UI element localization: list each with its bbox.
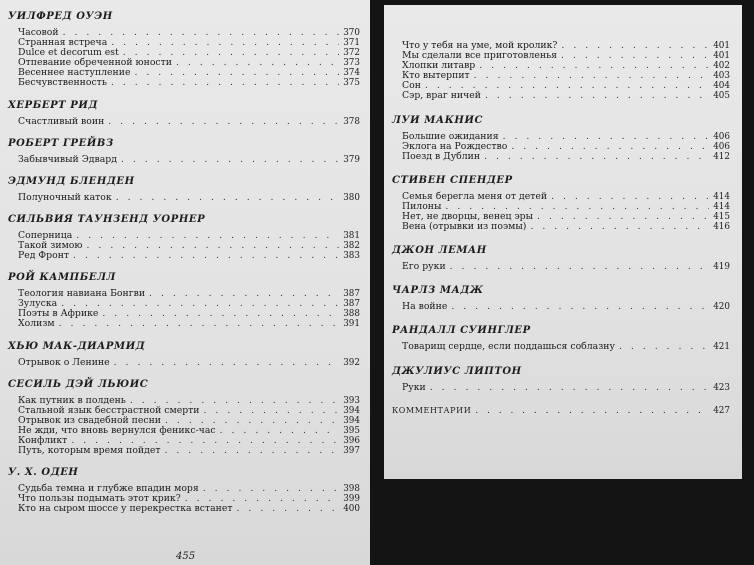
entry-title: Что пользы подымать этот крик?	[18, 493, 181, 505]
toc-section	[392, 285, 730, 312]
toc-entry	[392, 342, 730, 352]
toc-entry	[392, 383, 730, 393]
dot-leader	[164, 446, 339, 456]
entry-title: Ред Фронт	[18, 250, 70, 262]
comments-label: КОММЕНТАРИИ	[392, 405, 472, 415]
entry-page: 395	[343, 425, 360, 436]
entry-page: 371	[343, 38, 360, 49]
entry-page: 419	[713, 262, 730, 273]
dot-leader	[111, 38, 339, 48]
dot-leader	[503, 132, 710, 142]
entry-title: Кто вытерпит	[402, 70, 470, 82]
author-heading: РАНДАЛЛ СУИНГЛЕР	[392, 325, 531, 337]
entry-title: Не жди, что вновь вернулся феникс-час	[18, 424, 216, 436]
entry-title: Вена (отрывки из поэмы)	[402, 221, 527, 233]
toc-entry	[392, 152, 730, 162]
entry-title: Товарищ сердце, если поддашься соблазну	[402, 341, 615, 353]
dot-leader	[451, 302, 709, 312]
author-heading: СТИВЕН СПЕНДЕР	[392, 174, 513, 186]
author-heading: РОЙ КАМПБЕЛЛ	[8, 272, 116, 284]
dot-leader	[176, 58, 339, 68]
entry-page: 387	[343, 289, 360, 300]
entry-page: 393	[343, 395, 360, 406]
author-heading: РОБЕРТ ГРЕЙВЗ	[8, 137, 114, 149]
entry-page: 374	[343, 68, 360, 79]
dot-leader	[530, 222, 709, 232]
toc-entry	[8, 309, 360, 319]
toc-section	[8, 100, 360, 127]
dot-leader	[87, 241, 340, 251]
author-heading: СЕСИЛЬ ДЭЙ ЛЬЮИС	[8, 378, 149, 390]
toc-entry	[392, 91, 730, 101]
entry-page: 388	[343, 309, 360, 320]
entry-page: 392	[343, 357, 360, 368]
entry-title: Полуночный каток	[18, 191, 112, 203]
comments-entry	[392, 406, 730, 416]
dot-leader	[121, 155, 339, 165]
dot-leader	[59, 319, 340, 329]
entry-page: 387	[343, 299, 360, 310]
entry-title: Кто на сыром шоссе у перекрестка встанет	[18, 503, 233, 515]
toc-entry	[8, 358, 360, 368]
entry-title: Его руки	[402, 261, 446, 273]
toc-entry	[8, 193, 360, 203]
entry-page: 403	[713, 71, 730, 82]
entry-page: 383	[343, 251, 360, 262]
toc-section	[8, 341, 360, 368]
dot-leader	[537, 212, 709, 222]
toc-entry	[8, 446, 360, 456]
entry-title: Отпевание обреченной юности	[18, 57, 172, 69]
entry-page: 399	[343, 494, 360, 505]
entry-title: Часовой	[18, 27, 59, 38]
author-heading: УИЛФРЕД ОУЭН	[8, 11, 113, 22]
entry-title: Конфликт	[18, 434, 68, 446]
toc-entry	[8, 78, 360, 88]
dot-leader	[204, 406, 340, 416]
entry-title: Бесчувственность	[18, 77, 107, 89]
entry-title: Забывчивый Эдвард	[18, 153, 117, 165]
dot-leader	[484, 152, 709, 162]
entry-title: Руки	[402, 381, 426, 393]
entry-title: Счастливый воин	[18, 115, 105, 127]
toc-entry	[392, 302, 730, 312]
toc-section	[392, 245, 730, 272]
entry-title: Судьба темна и глубже впадин моря	[18, 483, 199, 495]
entry-title: Что у тебя на уме, мой кролик?	[402, 40, 558, 51]
toc-section	[392, 325, 730, 352]
toc-section	[8, 379, 360, 457]
entry-page: 396	[343, 435, 360, 446]
entry-title: Теология навиана Бонгви	[18, 288, 146, 300]
entry-page: 421	[713, 342, 730, 353]
right-page	[384, 5, 742, 479]
toc-section	[392, 366, 730, 393]
dot-leader	[76, 231, 339, 241]
entry-title: Сон	[402, 80, 421, 92]
entry-page: 414	[713, 201, 730, 212]
toc-section	[392, 41, 730, 102]
entry-page: 404	[713, 81, 730, 92]
entry-page: 380	[343, 192, 360, 203]
entry-title: Зулуска	[18, 298, 58, 310]
entry-title: Поэты в Африке	[18, 308, 99, 320]
author-heading: ЭДМУНД БЛЕНДЕН	[8, 175, 135, 187]
entry-page: 397	[343, 446, 360, 457]
author-heading: СИЛЬВИЯ ТАУНЗЕНД УОРНЕР	[8, 213, 206, 225]
dot-leader	[475, 406, 709, 416]
entry-page: 382	[343, 240, 360, 251]
entry-title: Странная встреча	[18, 37, 108, 49]
toc-entry	[8, 319, 360, 329]
entry-title: Как путник в полдень	[18, 394, 126, 406]
entry-page: 401	[713, 41, 730, 51]
entry-page: 379	[343, 154, 360, 165]
toc-section	[8, 467, 360, 514]
entry-title: Поезд в Дублин	[402, 150, 481, 162]
author-heading: ХЬЮ МАК-ДИАРМИД	[8, 340, 146, 352]
toc-section	[8, 138, 360, 165]
dot-leader	[511, 142, 709, 152]
page-number: 455	[176, 551, 196, 562]
dot-leader	[149, 289, 339, 299]
comments-page: 427	[713, 405, 730, 416]
entry-page: 415	[713, 212, 730, 223]
toc-entry	[392, 71, 730, 81]
toc-section	[392, 175, 730, 232]
entry-title: Мы сделали все приготовленья	[402, 50, 558, 62]
dot-leader	[61, 299, 339, 309]
entry-page: 405	[713, 91, 730, 102]
dot-leader	[450, 262, 710, 272]
dot-leader	[561, 51, 709, 61]
entry-page: 373	[343, 58, 360, 69]
dot-leader	[73, 251, 339, 261]
entry-title: Семья берегла меня от детей	[402, 190, 548, 202]
entry-page: 406	[713, 141, 730, 152]
author-heading: У. Х. ОДЕН	[8, 467, 79, 479]
entry-page: 414	[713, 191, 730, 202]
entry-page: 420	[713, 302, 730, 313]
entry-page: 406	[713, 131, 730, 142]
dot-leader	[474, 71, 710, 81]
toc-entry	[8, 289, 360, 299]
entry-title: Соперница	[18, 229, 73, 241]
entry-title: На войне	[402, 301, 448, 313]
entry-page: 378	[343, 116, 360, 127]
dot-leader	[430, 383, 709, 393]
dot-leader	[102, 309, 339, 319]
toc-section	[8, 11, 360, 89]
entry-page: 372	[343, 48, 360, 59]
entry-page: 412	[713, 151, 730, 162]
toc-section	[8, 214, 360, 261]
dot-leader	[108, 117, 339, 127]
entry-page: 400	[343, 504, 360, 515]
entry-page: 423	[713, 382, 730, 393]
left-toc	[8, 11, 360, 525]
entry-title: Весеннее наступление	[18, 67, 131, 79]
entry-page: 375	[343, 78, 360, 89]
entry-page: 416	[713, 222, 730, 233]
entry-title: Сэр, враг ничей	[402, 90, 481, 102]
toc-entry	[8, 117, 360, 127]
entry-page: 401	[713, 51, 730, 62]
toc-entry	[8, 504, 360, 514]
entry-title: Пилоны	[402, 200, 442, 212]
dot-leader	[619, 342, 709, 352]
dot-leader	[237, 504, 340, 514]
entry-title: Эклога на Рождество	[402, 140, 508, 152]
dot-leader	[561, 41, 709, 51]
entry-page: 398	[343, 484, 360, 495]
entry-title: Отрывок о Ленине	[18, 356, 110, 368]
entry-title: Отрывок из свадебной песни	[18, 414, 161, 426]
toc-entry	[392, 222, 730, 232]
entry-page: 370	[343, 28, 360, 38]
entry-page: 394	[343, 415, 360, 426]
entry-title: Большие ожидания	[402, 130, 499, 142]
entry-page: 402	[713, 61, 730, 72]
entry-page: 394	[343, 405, 360, 416]
dot-leader	[551, 192, 709, 202]
toc-entry	[392, 192, 730, 202]
toc-entry	[8, 155, 360, 165]
dot-leader	[134, 68, 339, 78]
entry-title: Стальной язык бесстрастной смерти	[18, 404, 200, 416]
dot-leader	[220, 426, 340, 436]
author-heading: ЛУИ МАКНИС	[392, 114, 484, 126]
author-heading: ДЖОН ЛЕМАН	[392, 245, 487, 257]
toc-section	[392, 115, 730, 162]
dot-leader	[116, 193, 340, 203]
entry-title: Dulce et decorum est	[18, 47, 119, 59]
entry-title: Холизм	[18, 318, 55, 330]
right-toc	[392, 41, 730, 416]
dot-leader	[114, 358, 340, 368]
author-heading: ДЖУЛИУС ЛИПТОН	[392, 365, 522, 377]
dot-leader	[485, 91, 709, 101]
toc-section	[8, 176, 360, 203]
toc-section	[8, 272, 360, 329]
left-page	[0, 0, 370, 565]
author-heading: ЧАРЛЗ МАДЖ	[392, 285, 484, 297]
dot-leader	[203, 484, 339, 494]
entry-title: Путь, которым время пойдет	[18, 445, 161, 457]
toc-entry	[8, 251, 360, 261]
dot-leader	[111, 78, 339, 88]
dot-leader	[479, 61, 709, 71]
toc-entry	[392, 262, 730, 272]
author-heading: ХЕРБЕРТ РИД	[8, 99, 98, 111]
entry-title: Нет, не дворцы, венец эры	[402, 211, 534, 223]
entry-page: 391	[343, 319, 360, 330]
entry-title: Хлопки литавр	[402, 60, 476, 72]
entry-title: Такой зимою	[18, 239, 83, 251]
entry-page: 381	[343, 230, 360, 241]
